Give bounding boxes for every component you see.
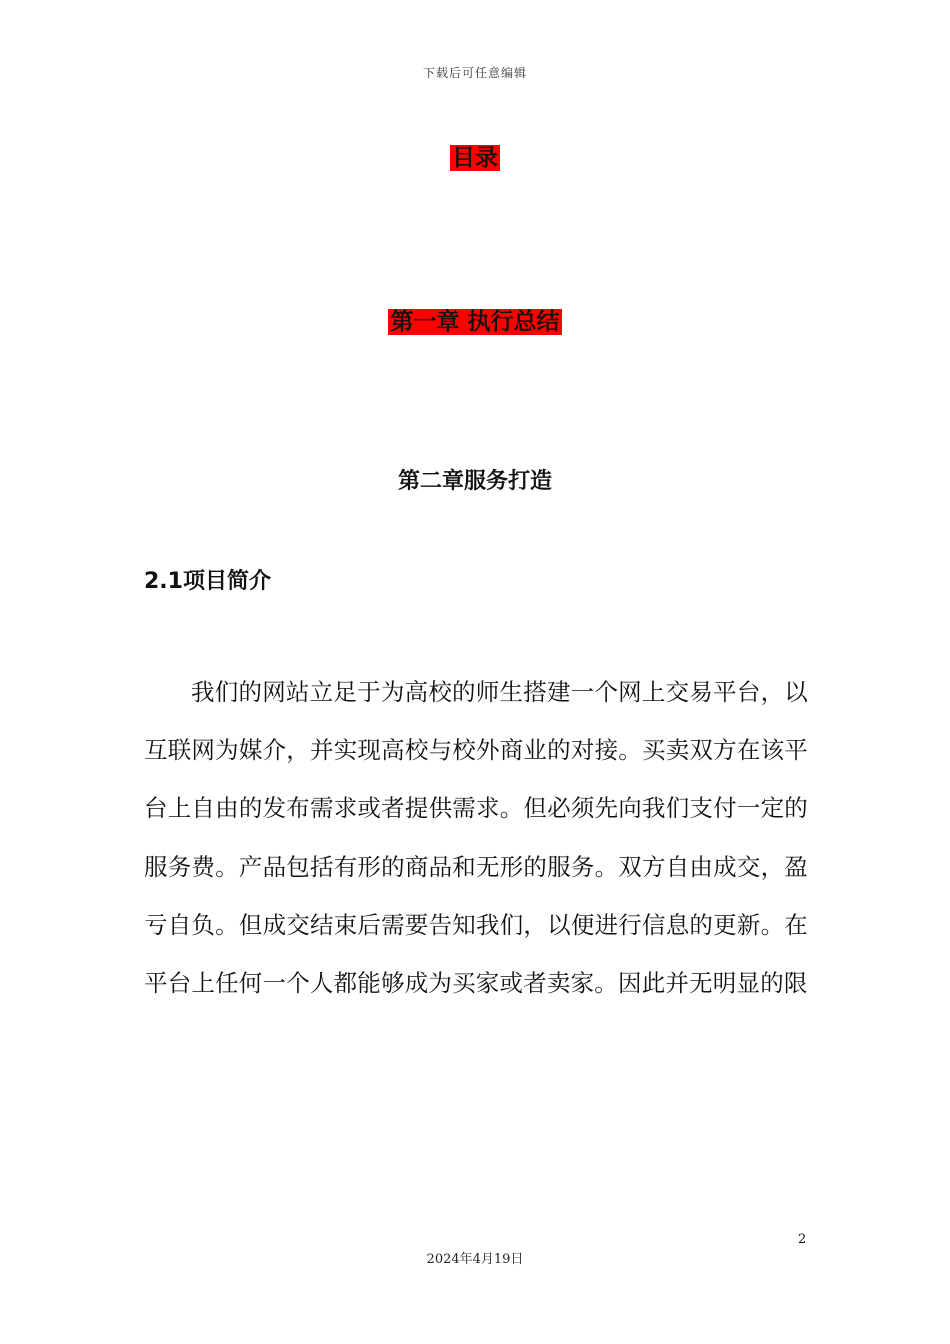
page-header-note: 下载后可任意编辑	[422, 66, 527, 80]
toc-title-text: 目录	[452, 145, 498, 171]
chapter-one-title: 第一章 执行总结	[390, 309, 560, 335]
chapter-two-heading: 第二章服务打造	[397, 469, 552, 494]
toc-title	[0, 142, 950, 174]
page-footer-date: 2024年4月19日	[426, 1252, 524, 1267]
chapter-one-heading	[0, 306, 950, 338]
section-body-paragraph: 我们的网站立足于为高校的师生搭建一个网上交易平台，以互联网为媒介，并实现高校与校外商业的对接。买卖双方在该平台上自由的发布需求或者提供需求。但必须先向我们支付一定的服务费。产品包括有形的商品和无形的服务。双方自由成交，盈亏自负。但成交结束后需要告知我们，以便进行信息的更新。在平台上任何一个人都能够成为买家或者卖家。因此并无明显的限	[144, 678, 808, 998]
section-heading: 2.1项目简介	[144, 569, 271, 594]
page-number: 2	[798, 1232, 807, 1247]
